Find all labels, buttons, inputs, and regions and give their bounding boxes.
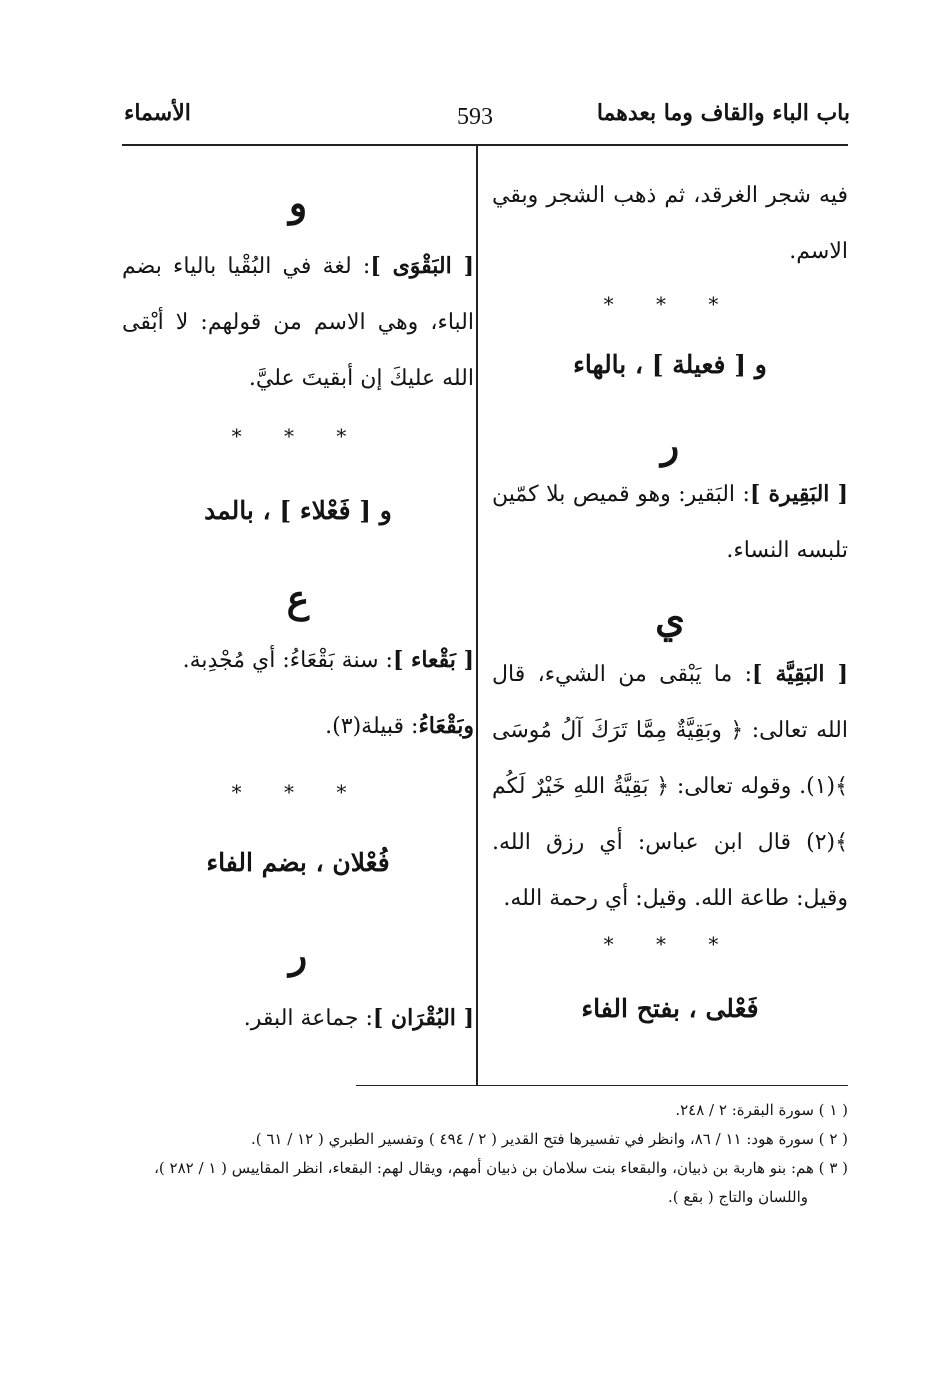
entry-text: : قبيلة(٣). [325,714,419,739]
entry-paragraph [122,632,474,689]
column-divider [476,146,478,1086]
letter-heading: و [288,180,308,225]
letter-heading: ي [655,596,685,641]
section-heading: و [ فعيلة ] ، بالهاء [573,350,767,379]
section-separator: * * * [231,424,365,448]
section-separator: * * * [603,292,737,316]
entry-keyword: وبَقْعَاءُ [418,713,474,739]
entry-keyword: [ البَقِيرة ] [749,481,848,507]
entry-text: : سنة بَقْعَاءُ: أي مُجْدِبة. [182,648,393,673]
page-number: 593 [457,104,493,130]
letter-heading: ر [660,422,680,467]
entry-text: : لغة في البُقْيا بالياء بضم الباء، وهي الاسم من قولهم: لا أبْقى الله عليكَ إن أبقيتَ عليَّ. [122,254,474,391]
section-separator: * * * [603,932,737,956]
running-header-section: الأسماء [124,100,191,126]
entry-paragraph [122,238,474,407]
footnote-3: ( ٣ ) هم: بنو هاربة بن ذبيان، والبقعاء بنت سلامان بن ذبيان أمهم، ويقال لهم: البقعاء، انظر المقاييس ( ١ / ٢٨٢ )، [154,1159,848,1177]
header-rule [122,144,848,146]
entry-paragraph [492,646,848,927]
footnotes [88,1096,848,1212]
entry-keyword: [ البُقْرَان ] [372,1005,474,1031]
entry-paragraph [122,990,474,1047]
footnote-1: ( ١ ) سورة البقرة: ٢ / ٢٤٨. [675,1101,848,1119]
letter-heading: ع [286,576,310,621]
entry-text: : جماعة البقر. [243,1006,373,1031]
entry-text: : ما يَبْقى من الشيء، قال الله تعالى: ﴿ وبَقِيَّةٌ مِمَّا تَرَكَ آلُ مُوسَى ﴾(١). وقوله تعالى: ﴿ بَقِيَّةُ اللهِ خَيْرٌ لَكُم ﴾(٢) قال ابن عباس: أي رزق الله. وقيل: طاعة الله. وقيل: أي رحمة الله. [492,662,848,911]
entry-paragraph [492,466,848,579]
letter-heading: ر [288,932,308,977]
footnote-2: ( ٢ ) سورة هود: ١١ / ٨٦، وانظر في تفسيرها فتح القدير ( ٢ / ٤٩٤ ) وتفسير الطبري ( ١٢ / ٦١ ). [250,1130,848,1148]
entry-keyword: [ البَقِيَّة ] [752,661,848,687]
footnote-3-continued: واللسان والتاج ( بقع ). [668,1188,808,1206]
running-header-chapter: باب الباء والقاف وما بعدهما [596,100,850,126]
section-separator: * * * [231,780,365,804]
section-heading: فُعْلان ، بضم الفاء [206,848,390,877]
entry-text: : البَقير: وهو قميص بلا كمّين تلبسه النساء. [492,482,848,563]
right-column [492,150,848,1080]
entry-paragraph [122,698,474,755]
footnote-rule [356,1085,848,1086]
section-heading: فَعْلى ، بفتح الفاء [581,994,759,1023]
left-column [122,150,474,1080]
section-heading: و [ فَعْلاء ] ، بالمد [204,496,392,525]
paragraph: فيه شجر الغرقد، ثم ذهب الشجر وبقي الاسم. [492,183,848,264]
entry-keyword: [ بَقْعاء ] [392,647,474,673]
entry-keyword: [ البَقْوَى ] [370,253,475,279]
